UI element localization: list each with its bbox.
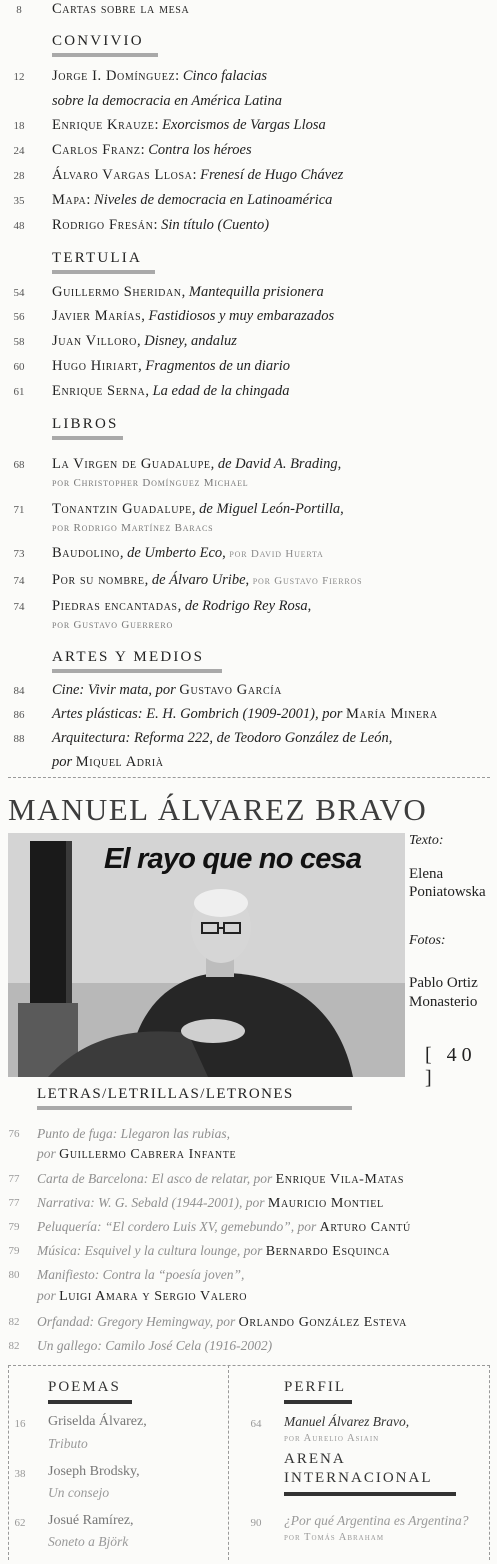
- separator: por: [37, 1288, 60, 1303]
- separator: ,: [181, 284, 189, 300]
- entry-author: Mauricio Montiel: [267, 1196, 384, 1211]
- book-title: Baudolino: [52, 545, 120, 561]
- entry-category: Punto de fuga: Llegaron las rubias,: [37, 1126, 231, 1141]
- section-rule: [52, 53, 158, 57]
- entry-author: Luigi Amara y Sergio Valero: [59, 1289, 248, 1304]
- book-title: Piedras encantadas: [52, 598, 178, 614]
- page-number: 61: [13, 386, 25, 398]
- section-rule: [52, 270, 155, 274]
- entry-author: Juan Villoro: [52, 333, 138, 349]
- entry-author: Orlando González Esteva: [238, 1315, 407, 1330]
- page-number: 79: [8, 1221, 20, 1233]
- dashed-divider: [8, 1365, 490, 1366]
- separator: :: [192, 167, 201, 183]
- separator: ,: [307, 598, 312, 614]
- entry-category: Artes plásticas:: [52, 706, 143, 722]
- entry-work: Frenesí de Hugo Chávez: [200, 167, 344, 183]
- page-number: 79: [8, 1245, 20, 1257]
- entry-title: Cartas sobre la mesa: [52, 1, 190, 17]
- entry-work: Sin título (Cuento): [161, 217, 270, 233]
- page-number: 74: [13, 601, 25, 613]
- page-number: 73: [13, 548, 25, 560]
- separator: , de: [177, 598, 203, 614]
- page-number: 76: [8, 1128, 20, 1140]
- section-rule: [284, 1492, 456, 1496]
- separator: por: [37, 1146, 60, 1161]
- entry-author: Carlos Franz: [52, 142, 141, 158]
- section-heading-letras: LETRAS/LETRILLAS/LETRONES: [37, 1086, 294, 1102]
- separator: , de: [191, 501, 217, 517]
- separator: por: [152, 682, 180, 698]
- book-author: Álvaro Uribe: [169, 572, 246, 588]
- page-number: 16: [14, 1418, 26, 1430]
- entry-work: Exorcismos de Vargas Llosa: [162, 117, 326, 133]
- separator: por: [213, 1314, 239, 1329]
- entry-work: Mantequilla prisionera: [188, 284, 324, 300]
- section-heading-libros: LIBROS: [52, 416, 119, 432]
- feature-page-number: [ 40 ]: [425, 1044, 477, 1089]
- entry-author: Miquel Adrià: [75, 754, 164, 770]
- separator: por: [318, 706, 347, 722]
- entry-author: Enrique Krauze: [52, 117, 155, 133]
- poet-name[interactable]: Joseph Brodsky,: [48, 1464, 140, 1479]
- separator: por: [250, 1171, 276, 1186]
- separator: ,: [340, 501, 344, 517]
- entry-category: Manifiesto: Contra la “poesía joven”,: [37, 1267, 245, 1282]
- entry-author: Álvaro Vargas Llosa: [52, 167, 193, 183]
- entry-work: Niveles de democracia en Latinoamérica: [94, 192, 333, 208]
- page-number: 56: [13, 311, 25, 323]
- book-title: Por su nombre: [52, 572, 145, 588]
- page-number: 60: [13, 361, 25, 373]
- separator: :: [175, 68, 183, 84]
- dashed-border-left: [8, 1365, 9, 1560]
- entry-author: Rodrigo Fresán: [52, 217, 154, 233]
- section-heading-arena: ARENA: [284, 1451, 346, 1467]
- page-number: 18: [13, 120, 25, 132]
- texto-name-line-1: Elena: [409, 866, 444, 882]
- entry-work: Fragmentos de un diario: [145, 358, 291, 374]
- entry-category: Un gallego: Camilo José Cela (1916-2002): [37, 1338, 273, 1353]
- entry-author: María Minera: [346, 706, 438, 722]
- texto-label: Texto:: [409, 833, 444, 848]
- feature-title: MANUEL ÁLVAREZ BRAVO: [8, 792, 428, 827]
- page-number: 62: [14, 1517, 26, 1529]
- page-number: 48: [13, 220, 25, 232]
- separator: ,: [138, 358, 146, 374]
- book-author: Rodrigo Rey Rosa: [202, 598, 308, 614]
- dashed-divider: [8, 777, 490, 778]
- entry-author: Enrique Vila-Matas: [275, 1172, 405, 1187]
- entry-category: Carta de Barcelona: El asco de relatar,: [37, 1171, 251, 1186]
- page-number: 12: [13, 71, 25, 83]
- separator: , de: [144, 572, 170, 588]
- arena-author: por Tomás Abraham: [284, 1532, 385, 1543]
- entry-category: Narrativa: W. G. Sebald (1944-2001),: [37, 1195, 243, 1210]
- page-number: 82: [8, 1316, 20, 1328]
- page-number: 77: [8, 1173, 20, 1185]
- entry-author: Javier Marías: [52, 308, 142, 324]
- perfil-title[interactable]: Manuel Álvarez Bravo,: [284, 1414, 410, 1429]
- arena-title[interactable]: ¿Por qué Argentina es Argentina?: [284, 1513, 469, 1528]
- page-number: 88: [13, 733, 25, 745]
- page-number: 90: [250, 1517, 262, 1529]
- book-author: Umberto Eco: [144, 545, 223, 561]
- entry-work: La edad de la chingada: [152, 383, 290, 399]
- page-number: 58: [13, 336, 25, 348]
- entry-work: Fastidiosos y muy embarazados: [148, 308, 335, 324]
- entry-author: Gustavo García: [179, 682, 282, 698]
- poem-title: Un consejo: [48, 1485, 110, 1500]
- section-heading-artes-y-medios: ARTES Y MEDIOS: [52, 649, 205, 665]
- entry-author: Guillermo Sheridan: [52, 284, 182, 300]
- entry-author: Jorge I. Domínguez: [52, 68, 176, 84]
- entry-work: Contra los héroes: [148, 142, 252, 158]
- section-heading-perfil: PERFIL: [284, 1379, 347, 1395]
- entry-category: Cine:: [52, 682, 85, 698]
- texto-name-line-2: Poniatowska: [409, 884, 486, 900]
- separator: ,: [141, 308, 149, 324]
- separator: :: [153, 217, 162, 233]
- page-number: 71: [13, 504, 25, 516]
- page-number: 64: [250, 1418, 262, 1430]
- poem-title: Tributo: [48, 1436, 88, 1451]
- entry-author: Guillermo Cabrera Infante: [59, 1147, 237, 1162]
- reviewer: por David Huerta: [229, 548, 324, 560]
- reviewer: por Gustavo Guerrero: [52, 619, 174, 631]
- entry-author: Bernardo Esquinca: [265, 1244, 391, 1259]
- entry-author: Hugo Hiriart: [52, 358, 139, 374]
- separator: ,: [145, 383, 153, 399]
- fotos-label: Fotos:: [409, 933, 446, 948]
- entry-category: Orfandad: Gregory Hemingway,: [37, 1314, 214, 1329]
- feature-photo[interactable]: [8, 833, 405, 1077]
- entry-category: Peluquería: “El cordero Luis XV, gemebundo”,: [37, 1219, 295, 1234]
- section-rule: [52, 669, 222, 673]
- entry-work-continued: sobre la democracia en América Latina: [52, 93, 282, 109]
- separator: :: [140, 142, 149, 158]
- section-heading-internacional: INTERNACIONAL: [284, 1470, 433, 1486]
- book-author: David A. Brading: [235, 456, 338, 472]
- section-rule: [284, 1400, 352, 1404]
- page-number: 82: [8, 1340, 20, 1352]
- entry-work: Cinco falacias: [182, 68, 268, 84]
- separator: ,: [137, 333, 145, 349]
- reviewer: por Gustavo Fierros: [252, 575, 363, 587]
- entry-category: Música: Esquivel y la cultura lounge,: [37, 1243, 241, 1258]
- separator: :: [154, 117, 163, 133]
- section-heading-convivio: CONVIVIO: [52, 33, 144, 49]
- separator: , de: [210, 456, 236, 472]
- section-rule: [52, 436, 123, 440]
- separator: :: [86, 192, 95, 208]
- section-rule: [37, 1106, 352, 1110]
- book-title: Tonantzin Guadalupe: [52, 501, 192, 517]
- entry-work: Vivir mata,: [84, 682, 153, 698]
- separator: por: [52, 754, 76, 770]
- page-number: 35: [13, 195, 25, 207]
- poet-name[interactable]: Josué Ramírez,: [48, 1513, 134, 1528]
- reviewer: por Christopher Domínguez Michael: [52, 477, 249, 489]
- poem-title: Soneto a Björk: [48, 1534, 129, 1549]
- page-number: 24: [13, 145, 25, 157]
- page-number: 80: [8, 1269, 20, 1281]
- separator: ,: [337, 456, 342, 472]
- dashed-column-divider: [228, 1365, 229, 1560]
- page-number: 54: [13, 287, 25, 299]
- section-rule: [48, 1400, 132, 1404]
- fotos-name-line-2: Monasterio: [409, 994, 478, 1010]
- feature-subtitle: El rayo que no cesa: [104, 843, 362, 875]
- reviewer: por Rodrigo Martínez Baracs: [52, 522, 214, 534]
- section-heading-tertulia: TERTULIA: [52, 250, 143, 266]
- entry-author: Mapa: [52, 192, 87, 208]
- separator: por: [240, 1243, 266, 1258]
- entry-author: Arturo Cantú: [319, 1220, 411, 1235]
- fotos-name-line-1: Pablo Ortiz: [409, 975, 478, 991]
- poet-name[interactable]: Griselda Álvarez,: [48, 1414, 147, 1429]
- page-number: 68: [13, 459, 25, 471]
- entry-work: Disney, andaluz: [144, 333, 237, 349]
- book-author: Miguel León-Portilla: [216, 501, 341, 517]
- separator: por: [294, 1219, 320, 1234]
- dashed-border-right: [489, 1365, 490, 1560]
- page-number: 8: [16, 4, 22, 16]
- entry-category: Arquitectura:: [52, 730, 131, 746]
- separator: por: [242, 1195, 268, 1210]
- page-number: 84: [13, 685, 25, 697]
- separator: , de: [119, 545, 145, 561]
- separator: ,: [245, 572, 253, 588]
- page-number: 74: [13, 575, 25, 587]
- perfil-author: por Aurelio Asiain: [284, 1433, 380, 1444]
- page-number: 28: [13, 170, 25, 182]
- entry-work: Reforma 222, de Teodoro González de León,: [130, 730, 393, 746]
- entry-author: Enrique Serna: [52, 383, 146, 399]
- page-number: 86: [13, 709, 25, 721]
- page-number: 77: [8, 1197, 20, 1209]
- entry-work: E. H. Gombrich (1909-2001),: [142, 706, 319, 722]
- separator: ,: [222, 545, 230, 561]
- page-number: 38: [14, 1468, 26, 1480]
- section-heading-poemas: POEMAS: [48, 1379, 121, 1395]
- book-title: La Virgen de Guadalupe: [52, 456, 211, 472]
